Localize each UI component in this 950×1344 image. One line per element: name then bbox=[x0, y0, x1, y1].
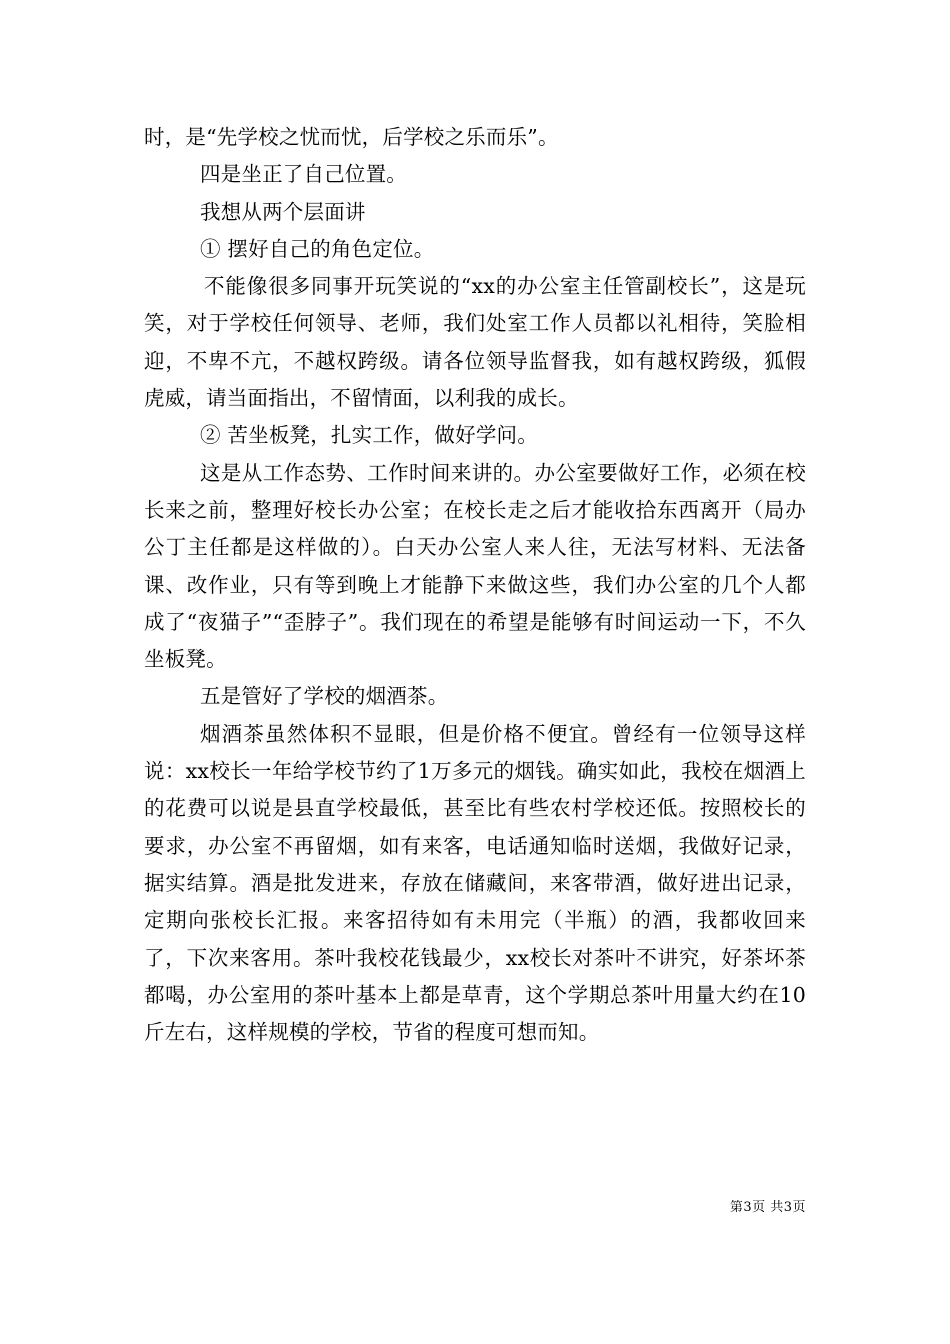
paragraph-continuation: 时，是“先学校之忧而忧，后学校之乐而乐”。 bbox=[144, 125, 559, 149]
paragraph-point-one-heading: ① 摆好自己的角色定位。 bbox=[200, 236, 435, 261]
paragraph-two-levels-intro: 我想从两个层面讲 bbox=[200, 199, 366, 224]
paragraph-work-attitude: 这是从工作态势、工作时间来讲的。办公室要做好工作，必须在校长来之前，整理好校长办公室；在校长走之后才能收拾东西离开（局办公丁主任都是这样做的）。白天办公室人来人往，无法写材料、无法备课、改作业，只有等到晚上才能静下来做这些，我们办公室的几个人都成了“夜猫子”“歪脖子”。我们现在的希望是能够有时间运动一下，不久坐板凳。 bbox=[144, 460, 806, 672]
paragraph-role-positioning: 不能像很多同事开玩笑说的“xx的办公室主任管副校长”，这是玩笑，对于学校任何领导、老师，我们处室工作人员都以礼相待，笑脸相迎，不卑不亢，不越权跨级。请各位领导监督我，如有越权跨级，狐假虎威，请当面指出，不留情面，以利我的成长。 bbox=[144, 274, 806, 411]
document-body bbox=[144, 119, 806, 1051]
paragraph-tobacco-alcohol-tea: 烟酒茶虽然体积不显眼，但是价格不便宜。曾经有一位领导这样说：xx校长一年给学校节约了1万多元的烟钱。确实如此，我校在烟酒上的花费可以说是县直学校最低，甚至比有些农村学校还低。按照校长的要求，办公室不再留烟，如有来客，电话通知临时送烟，我做好记录，据实结算。酒是批发进来，存放在储藏间，来客带酒，做好进出记录，定期向张校长汇报。来客招待如有未用完（半瓶）的酒，我都收回来了，下次来客用。茶叶我校花钱最少，xx校长对茶叶不讲究，好茶坏茶都喝，办公室用的茶叶基本上都是草青，这个学期总茶叶用量大约在10斤左右，这样规模的学校，节省的程度可想而知。 bbox=[144, 721, 806, 1045]
paragraph-point-two-heading: ② 苦坐板凳，扎实工作，做好学问。 bbox=[200, 423, 538, 448]
paragraph-section-four-heading: 四是坐正了自己位置。 bbox=[200, 162, 407, 187]
page-number-footer: 第3页 共3页 bbox=[729, 1200, 806, 1215]
paragraph-section-five-heading: 五是管好了学校的烟酒茶。 bbox=[200, 684, 449, 709]
